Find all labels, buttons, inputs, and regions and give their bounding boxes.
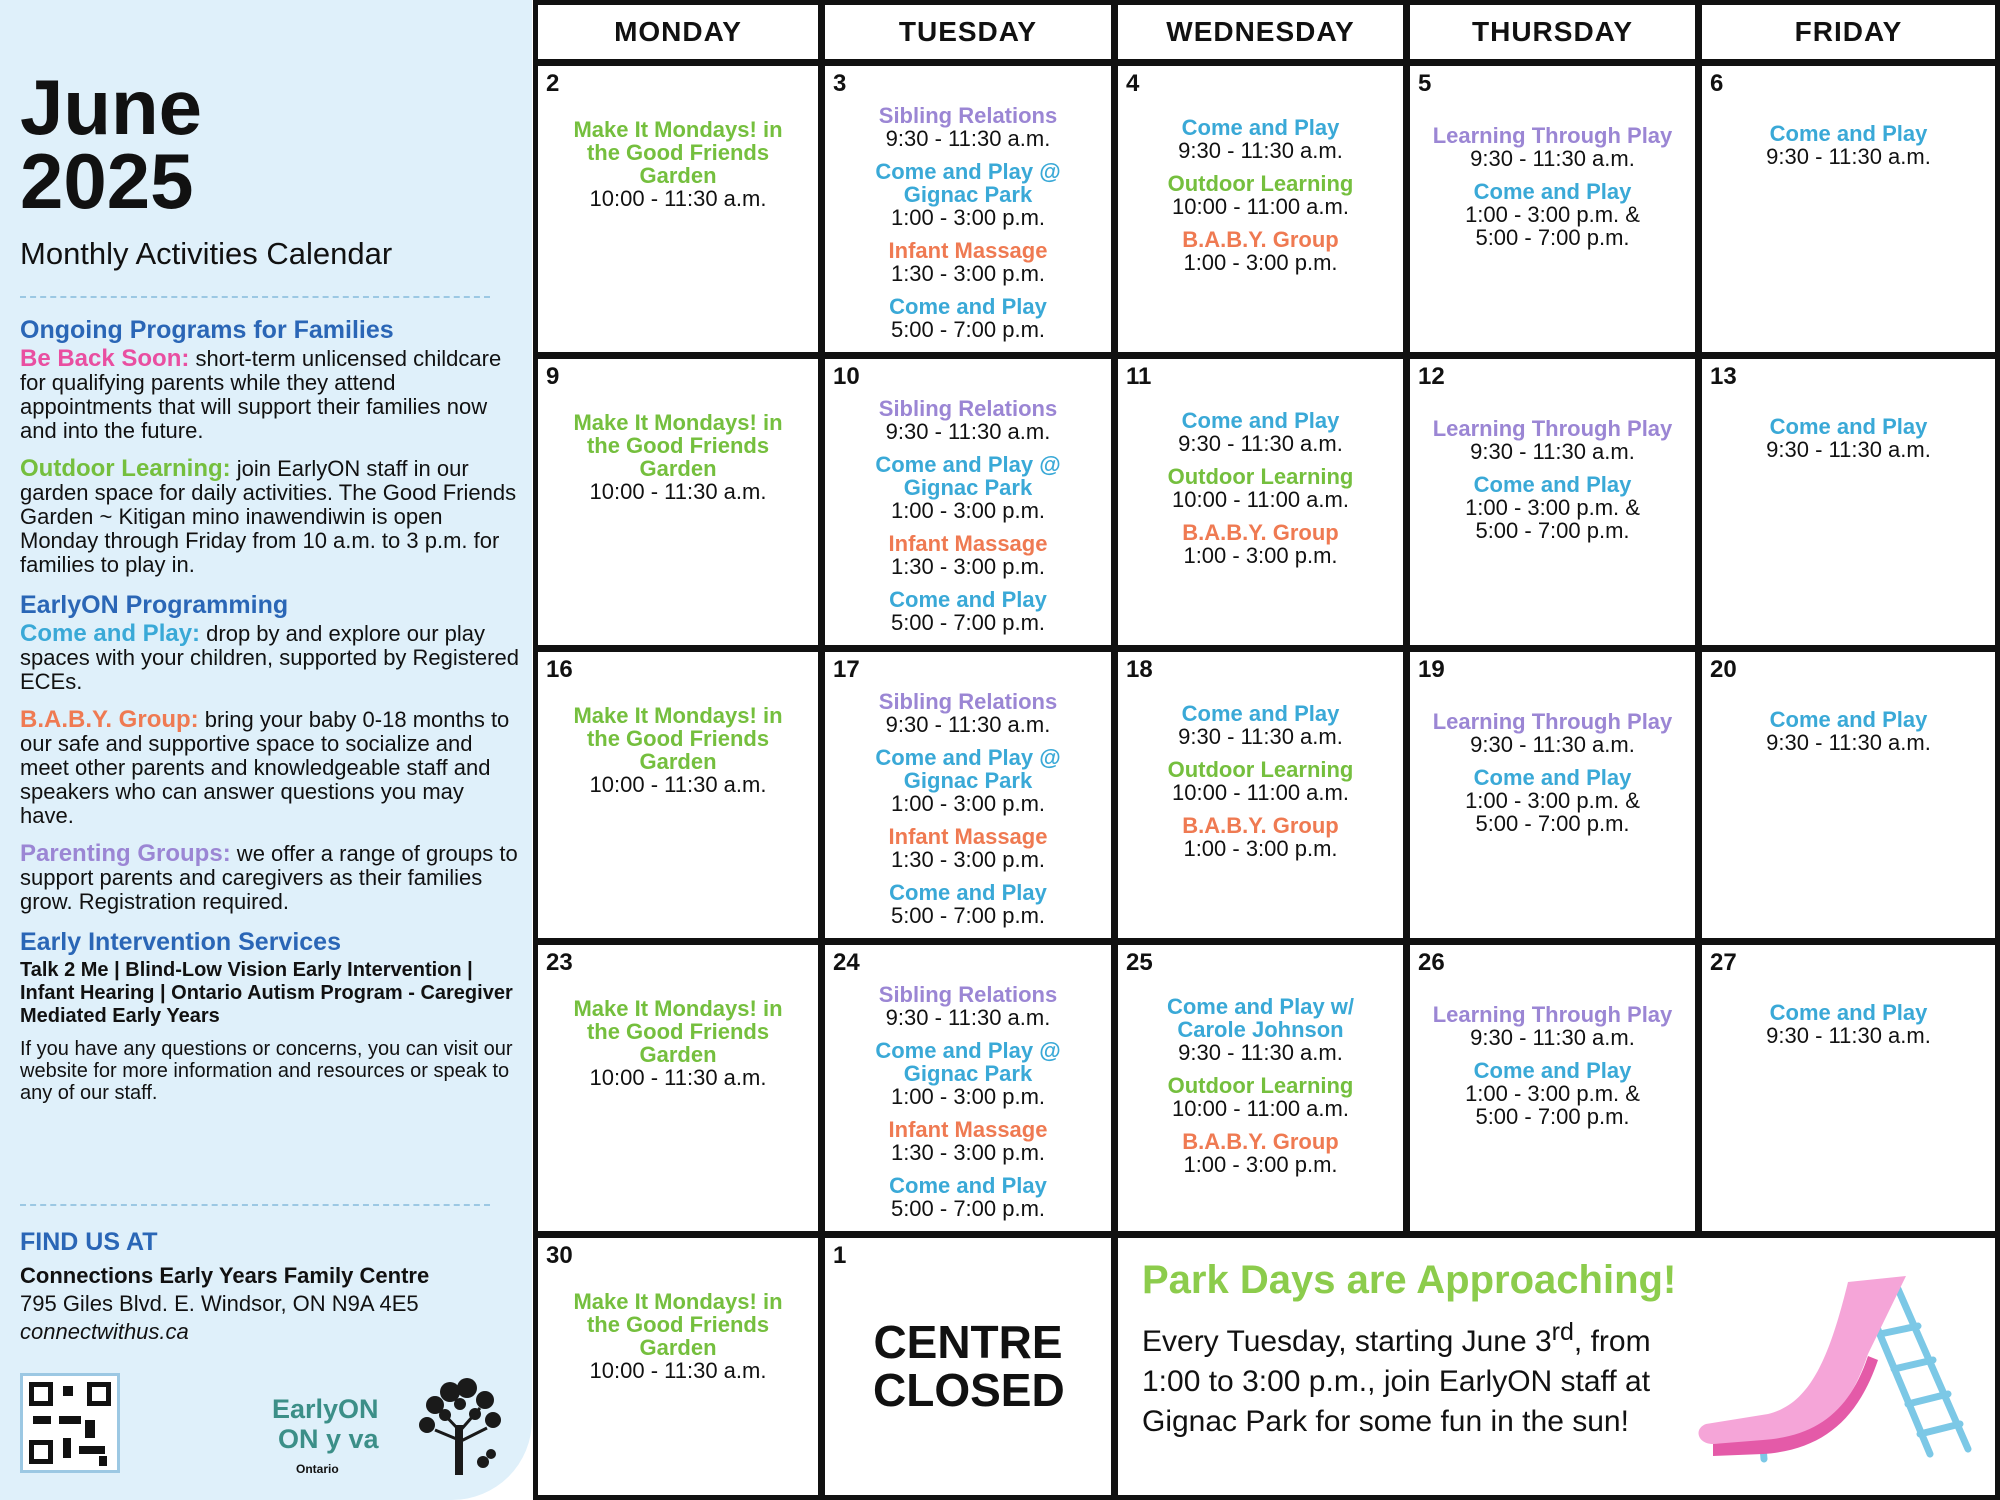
program-label: Come and Play:: [20, 620, 201, 647]
day-number: 17: [833, 656, 860, 683]
day-number: 19: [1418, 656, 1445, 683]
event-name: Sibling Relations: [878, 689, 1058, 714]
event-name: B.A.B.Y. Group: [1182, 813, 1339, 838]
calendar-day-cell[interactable]: [1702, 359, 1995, 645]
program-parenting-groups: [20, 842, 520, 914]
event-name: Infant Massage: [888, 238, 1048, 263]
day-number: 9: [546, 363, 560, 390]
calendar-day-cell[interactable]: [538, 945, 818, 1231]
event-name: Come and Play w/ Carole Johnson: [1166, 994, 1355, 1042]
event-name: Come and Play: [1769, 707, 1928, 732]
event-time: 10:00 - 11:00 a.m.: [1172, 780, 1349, 805]
event-time: 9:30 - 11:30 a.m.: [885, 1005, 1051, 1030]
event-time: 1:30 - 3:00 p.m.: [890, 847, 1046, 872]
day-number: 25: [1126, 949, 1153, 976]
event-time: 9:30 - 11:30 a.m.: [1470, 146, 1635, 171]
event-name: Come and Play: [889, 1173, 1047, 1198]
event-name: Make It Mondays! in the Good Friends Garden: [573, 996, 783, 1067]
earlyon-logo: [272, 1394, 379, 1454]
event-time: 1:00 - 3:00 p.m.: [890, 205, 1046, 230]
event-name: Come and Play: [1473, 1058, 1632, 1083]
sidebar: [0, 0, 532, 1500]
program-desc: bring your baby 0-18 months to our safe and supportive space to socialize and meet other parents and knowledgeable staff and speakers who can answer questions you may have.: [20, 707, 510, 828]
day-number: 23: [546, 949, 573, 976]
calendar-day-cell[interactable]: [1410, 359, 1695, 645]
event-time: 1:00 - 3:00 p.m. & 5:00 - 7:00 p.m.: [1465, 202, 1640, 250]
address-block: [20, 1262, 429, 1346]
calendar-day-cell[interactable]: [1118, 66, 1403, 352]
event-name: Come and Play: [1473, 472, 1632, 497]
event-name: Learning Through Play: [1432, 123, 1673, 148]
day-number: 20: [1710, 656, 1737, 683]
calendar-day-cell[interactable]: [825, 359, 1111, 645]
event-list: [1410, 1003, 1695, 1138]
event-time: 1:30 - 3:00 p.m.: [890, 554, 1046, 579]
event-list: [1702, 708, 1995, 764]
day-number: 4: [1126, 70, 1140, 97]
event-name: Come and Play @ Gignac Park: [875, 745, 1061, 793]
event-time: 10:00 - 11:30 a.m.: [589, 479, 767, 504]
day-number: 12: [1418, 363, 1445, 390]
day-number: 10: [833, 363, 860, 390]
program-be-back-soon: [20, 347, 520, 443]
event-name: Come and Play: [1769, 1000, 1928, 1025]
event-name: Come and Play: [1181, 701, 1340, 726]
day-number: 5: [1418, 70, 1432, 97]
calendar-day-cell[interactable]: [538, 1238, 818, 1495]
divider: [20, 1204, 490, 1206]
website-link[interactable]: connectwithus.ca: [20, 1319, 189, 1344]
event-name: Infant Massage: [888, 531, 1048, 556]
event-name: B.A.B.Y. Group: [1182, 227, 1339, 252]
header-wednesday: WEDNESDAY: [1118, 5, 1403, 59]
event-name: Make It Mondays! in the Good Friends Garden: [573, 1289, 783, 1360]
event-time: 9:30 - 11:30 a.m.: [1766, 1023, 1931, 1048]
event-time: 9:30 - 11:30 a.m.: [1470, 1025, 1635, 1050]
program-desc: short-term unlicensed childcare for qualifying parents while they attend appointments that will support their families now and into the future.: [20, 346, 502, 443]
page-subtitle: Monthly Activities Calendar: [20, 236, 393, 271]
event-name: Come and Play: [1181, 408, 1340, 433]
calendar-day-cell[interactable]: [1702, 945, 1995, 1231]
event-time: 9:30 - 11:30 a.m.: [1178, 724, 1343, 749]
calendar-day-cell[interactable]: [1410, 66, 1695, 352]
tree-icon: [405, 1370, 515, 1480]
event-name: B.A.B.Y. Group: [1182, 1129, 1339, 1154]
calendar-grid: [533, 0, 2000, 1500]
event-list: [825, 690, 1111, 937]
find-us-heading: FIND US AT: [20, 1228, 158, 1256]
event-time: 10:00 - 11:30 a.m.: [589, 1358, 767, 1383]
program-label: Be Back Soon:: [20, 345, 190, 372]
event-time: 1:00 - 3:00 p.m.: [890, 791, 1046, 816]
event-time: 1:00 - 3:00 p.m.: [890, 498, 1046, 523]
event-time: 10:00 - 11:00 a.m.: [1172, 1096, 1349, 1121]
event-time: 1:00 - 3:00 p.m.: [1183, 543, 1338, 568]
event-list: [1118, 116, 1403, 284]
intervention-note: If you have any questions or concerns, you can visit our website for more information and resources or speak to any of our staff.: [20, 1038, 513, 1104]
calendar-day-cell[interactable]: [1702, 66, 1995, 352]
header-monday: MONDAY: [538, 5, 818, 59]
event-time: 9:30 - 11:30 a.m.: [1470, 439, 1635, 464]
event-time: 1:30 - 3:00 p.m.: [890, 1140, 1046, 1165]
event-time: 9:30 - 11:30 a.m.: [885, 126, 1051, 151]
park-days-announcement: [1118, 1238, 1995, 1495]
program-desc: join EarlyON staff in our garden space for daily activities. The Good Friends Garden ~ Kitigan mino inawendiwin is open Monday through Friday from 10 a.m. to 3 p.m. for families to play in.: [20, 456, 517, 577]
event-time: 9:30 - 11:30 a.m.: [1766, 730, 1931, 755]
calendar-day-cell[interactable]: [825, 1238, 1111, 1495]
street-address: 795 Giles Blvd. E. Windsor, ON N9A 4E5: [20, 1291, 419, 1316]
event-name: Come and Play: [1473, 179, 1632, 204]
event-name: Come and Play: [889, 587, 1047, 612]
page-title: [20, 63, 203, 225]
event-name: Outdoor Learning: [1167, 171, 1354, 196]
calendar-day-cell[interactable]: [538, 652, 818, 938]
event-name: B.A.B.Y. Group: [1182, 520, 1339, 545]
day-number: 11: [1126, 363, 1152, 390]
event-name: Come and Play: [889, 880, 1047, 905]
calendar-day-cell[interactable]: [825, 66, 1111, 352]
event-name: Come and Play: [1181, 115, 1340, 140]
event-time: 9:30 - 11:30 a.m.: [1470, 732, 1635, 757]
earlyon-heading: EarlyON Programming: [20, 591, 289, 619]
logo-line1: EarlyON: [272, 1394, 379, 1424]
event-time: 10:00 - 11:30 a.m.: [589, 186, 767, 211]
event-name: Come and Play: [1473, 765, 1632, 790]
event-list: [538, 997, 818, 1099]
event-list: [538, 1290, 818, 1392]
programs-info: [20, 316, 520, 1104]
title-year: 2025: [20, 137, 194, 225]
event-name: Outdoor Learning: [1167, 757, 1354, 782]
event-time: 9:30 - 11:30 a.m.: [1178, 138, 1343, 163]
event-time: 10:00 - 11:30 a.m.: [589, 772, 767, 797]
event-name: Make It Mondays! in the Good Friends Garden: [573, 703, 783, 774]
ongoing-heading: Ongoing Programs for Families: [20, 316, 394, 344]
event-list: [1410, 710, 1695, 845]
ontario-logo: Ontario: [296, 1462, 339, 1476]
event-time: 1:00 - 3:00 p.m. & 5:00 - 7:00 p.m.: [1465, 1081, 1640, 1129]
calendar-day-cell[interactable]: [1118, 359, 1403, 645]
event-name: Come and Play: [889, 294, 1047, 319]
event-name: Come and Play @ Gignac Park: [875, 452, 1061, 500]
org-name: Connections Early Years Family Centre: [20, 1263, 430, 1288]
calendar-day-cell[interactable]: [825, 945, 1111, 1231]
header-thursday: THURSDAY: [1410, 5, 1695, 59]
event-time: 9:30 - 11:30 a.m.: [1178, 1040, 1343, 1065]
event-name: Come and Play @ Gignac Park: [875, 159, 1061, 207]
calendar-day-cell[interactable]: [1118, 945, 1403, 1231]
announcement-sup: rd: [1551, 1318, 1574, 1346]
event-time: 5:00 - 7:00 p.m.: [890, 1196, 1046, 1221]
event-name: Learning Through Play: [1432, 1002, 1673, 1027]
announcement-text-part: Every Tuesday, starting June 3: [1142, 1325, 1552, 1358]
day-number: 27: [1710, 949, 1737, 976]
event-time: 1:00 - 3:00 p.m.: [1183, 1152, 1338, 1177]
day-number: 24: [833, 949, 860, 976]
event-time: 5:00 - 7:00 p.m.: [890, 610, 1046, 635]
event-list: [1410, 417, 1695, 552]
event-name: Outdoor Learning: [1167, 1073, 1354, 1098]
header-tuesday: TUESDAY: [825, 5, 1111, 59]
day-number: 26: [1418, 949, 1445, 976]
event-time: 1:00 - 3:00 p.m.: [890, 1084, 1046, 1109]
day-number: 1: [833, 1242, 847, 1269]
program-outdoor-learning: [20, 457, 520, 577]
divider: [20, 296, 490, 298]
day-number: 16: [546, 656, 573, 683]
calendar-day-cell[interactable]: [825, 652, 1111, 938]
program-desc: drop by and explore our play spaces with your children, supported by Registered ECEs.: [20, 621, 519, 694]
event-name: Infant Massage: [888, 1117, 1048, 1142]
announcement-title: Park Days are Approaching!: [1142, 1258, 1677, 1302]
announcement-text-part: , from 1:00 to 3:00 p.m., join EarlyON staff at Gignac Park for some fun in the sun!: [1142, 1325, 1651, 1438]
event-name: Come and Play: [1769, 121, 1928, 146]
event-list: [825, 104, 1111, 351]
event-name: Sibling Relations: [878, 396, 1058, 421]
centre-closed-label: CENTRE CLOSED: [873, 1316, 1065, 1416]
event-time: 10:00 - 11:00 a.m.: [1172, 194, 1349, 219]
program-baby-group: [20, 708, 520, 828]
event-name: Make It Mondays! in the Good Friends Garden: [573, 117, 783, 188]
title-month: June: [20, 63, 203, 151]
event-time: 9:30 - 11:30 a.m.: [885, 712, 1051, 737]
event-time: 1:00 - 3:00 p.m. & 5:00 - 7:00 p.m.: [1465, 495, 1640, 543]
event-time: 5:00 - 7:00 p.m.: [890, 317, 1046, 342]
program-desc: we offer a range of groups to support parents and caregivers as their families grow. Registration required.: [20, 841, 518, 914]
announcement-text: [1142, 1312, 1662, 1442]
calendar-day-cell[interactable]: [1410, 945, 1695, 1231]
day-number: 30: [546, 1242, 573, 1269]
event-time: 10:00 - 11:00 a.m.: [1172, 487, 1349, 512]
event-time: 9:30 - 11:30 a.m.: [885, 419, 1051, 444]
event-time: 1:00 - 3:00 p.m. & 5:00 - 7:00 p.m.: [1465, 788, 1640, 836]
program-label: Outdoor Learning:: [20, 455, 231, 482]
logo-line2: ON y va: [278, 1424, 379, 1454]
event-name: Come and Play @ Gignac Park: [875, 1038, 1061, 1086]
event-name: Sibling Relations: [878, 103, 1058, 128]
event-time: 1:30 - 3:00 p.m.: [890, 261, 1046, 286]
event-list: [538, 411, 818, 513]
event-name: Infant Massage: [888, 824, 1048, 849]
event-list: [538, 118, 818, 220]
calendar-day-cell[interactable]: [538, 66, 818, 352]
intervention-list: Talk 2 Me | Blind-Low Vision Early Intervention | Infant Hearing | Ontario Autism Program - Caregiver Mediated Early Years: [20, 959, 513, 1027]
calendar-day-cell[interactable]: [1702, 652, 1995, 938]
calendar-day-cell[interactable]: [1410, 652, 1695, 938]
event-list: [825, 983, 1111, 1230]
event-time: 9:30 - 11:30 a.m.: [1766, 144, 1931, 169]
event-list: [1410, 124, 1695, 259]
day-number: 18: [1126, 656, 1153, 683]
event-time: 5:00 - 7:00 p.m.: [890, 903, 1046, 928]
event-time: 1:00 - 3:00 p.m.: [1183, 250, 1338, 275]
event-time: 1:00 - 3:00 p.m.: [1183, 836, 1338, 861]
event-name: Learning Through Play: [1432, 416, 1673, 441]
day-number: 2: [546, 70, 560, 97]
program-label: Parenting Groups:: [20, 840, 231, 867]
event-name: Come and Play: [1769, 414, 1928, 439]
event-time: 9:30 - 11:30 a.m.: [1766, 437, 1931, 462]
event-time: 10:00 - 11:30 a.m.: [589, 1065, 767, 1090]
event-name: Outdoor Learning: [1167, 464, 1354, 489]
slide-icon: [1668, 1264, 1988, 1464]
event-list: [538, 704, 818, 806]
day-number: 3: [833, 70, 847, 97]
calendar-day-cell[interactable]: [538, 359, 818, 645]
event-list: [1702, 122, 1995, 178]
intervention-heading: Early Intervention Services: [20, 928, 341, 956]
qr-code[interactable]: [20, 1373, 120, 1473]
program-come-and-play: [20, 622, 520, 694]
header-friday: FRIDAY: [1702, 5, 1995, 59]
event-list: [1118, 409, 1403, 577]
event-name: Sibling Relations: [878, 982, 1058, 1007]
event-name: Learning Through Play: [1432, 709, 1673, 734]
event-name: Make It Mondays! in the Good Friends Garden: [573, 410, 783, 481]
event-list: [1118, 995, 1403, 1186]
event-list: [1702, 1001, 1995, 1057]
program-label: B.A.B.Y. Group:: [20, 706, 199, 733]
day-number: 6: [1710, 70, 1724, 97]
day-number: 13: [1710, 363, 1737, 390]
event-list: [825, 397, 1111, 644]
event-time: 9:30 - 11:30 a.m.: [1178, 431, 1343, 456]
event-list: [1702, 415, 1995, 471]
event-list: [1118, 702, 1403, 870]
calendar-day-cell[interactable]: [1118, 652, 1403, 938]
